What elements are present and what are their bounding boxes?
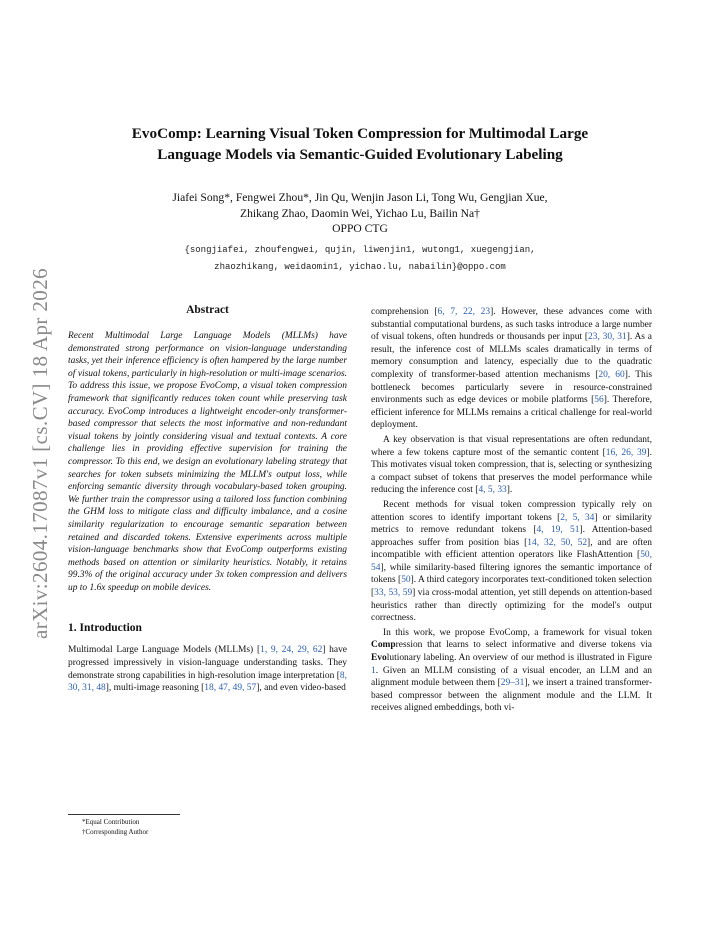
text-run: ], multi-image reasoning [: [105, 683, 205, 694]
text-run: ]. This motivates visual token compression, that is, selecting or synthesizing a compact subset of tokens that preserves the model performance while reducing the inference cost [: [371, 447, 653, 496]
text-run: . Given an MLLM consisting of a visual encoder, an LLM and an alignment module between them [: [371, 665, 652, 689]
author-line-2: Zhikang Zhao, Daomin Wei, Yichao Lu, Bailin Na†: [240, 206, 480, 220]
author-block: [60, 190, 660, 237]
citation-link[interactable]: 33, 53, 59: [374, 588, 413, 599]
text-run: ]. However, these advances come with substantial computational burdens, as such tasks introduce a large number of visual tokens, often hundreds or thousands per input [: [371, 307, 653, 343]
text-run: Multimodal Large Language Models (MLLMs) [: [68, 645, 261, 656]
left-column: [68, 304, 347, 695]
intro-paragraph-2: [371, 306, 652, 432]
bold-run: Comp: [371, 640, 396, 651]
text-run: ] via cross-modal attention, yet still depends on attention-based heuristics rather than directly optimizing for the model's output correctness.: [371, 588, 652, 624]
citation-link[interactable]: 1, 9, 24, 29, 62: [260, 645, 323, 656]
introduction-heading: 1. Introduction: [68, 622, 142, 635]
affiliation: OPPO CTG: [332, 222, 388, 235]
citation-link[interactable]: 18, 47, 49, 57: [204, 683, 257, 694]
text-run: ]. This bottleneck becomes particularly severe in resource-constrained environments such as edge devices or mobile platforms [: [371, 369, 652, 406]
arxiv-sidebar-stamp: [27, 238, 52, 668]
text-run: A key observation is that visual representations are often redundant, where a few tokens capture most of the semantic content [: [371, 434, 652, 458]
title-line-2: Language Models via Semantic-Guided Evolutionary Labeling: [157, 146, 563, 163]
citation-link[interactable]: 2, 5, 34: [560, 512, 595, 523]
text-run: ], we insert a trained transformer-based compressor between the alignment module and the LLM. It receives aligned embeddings, both vi-: [371, 678, 652, 714]
text-run: ], and are often incompatible with efficient attention operators like FlashAttention [: [371, 537, 653, 561]
abstract-heading: Abstract: [186, 304, 229, 316]
citation-link[interactable]: 23, 30, 31: [588, 332, 627, 343]
citation-link[interactable]: 14, 32, 50, 52: [527, 537, 588, 548]
text-run: ] or similarity metrics to remove redundant tokens [: [371, 512, 653, 536]
footnote-corresponding-author: †Corresponding Author: [82, 827, 149, 836]
intro-paragraph-5: [371, 627, 652, 715]
email-line-1: {songjiafei, zhoufengwei, qujin, liwenjin1, wutong1, xuegengjian,: [184, 245, 536, 255]
bold-run: Evo: [371, 653, 387, 664]
paper-title: [60, 123, 660, 165]
text-run: ]. As a result, the inference cost of MLLMs scales dramatically in terms of memory consumption and latency, especially due to the quadratic complexity of transformer-based attention mechanisms [: [371, 332, 652, 380]
arxiv-id: arXiv:2604.17087v1 [cs.CV] 18 Apr 2026: [27, 267, 52, 639]
text-run: Recent methods for visual token compression typically rely on attention scores to identify important tokens [: [371, 499, 652, 523]
citation-link[interactable]: 16, 26, 39: [605, 447, 647, 458]
text-run: In this work, we propose EvoComp, a framework for visual token: [383, 627, 652, 638]
author-line-1: Jiafei Song*, Fengwei Zhou*, Jin Qu, Wenjin Jason Li, Tong Wu, Gengjian Xue,: [172, 191, 548, 204]
text-run: comprehension [: [371, 307, 438, 317]
citation-link[interactable]: 20, 60: [598, 369, 625, 380]
footnotes: [68, 814, 347, 837]
citation-link[interactable]: 29–31: [500, 678, 525, 689]
text-run: ] have progressed impressively in vision-language understanding tasks. They demonstrate strong capabilities in high-resolution image interpretation [: [68, 645, 347, 681]
text-run: lutionary labeling. An overview of our method is illustrated in Figure: [386, 653, 652, 664]
intro-paragraph-1: [68, 644, 347, 694]
citation-link[interactable]: 8, 30, 31, 48: [68, 670, 347, 694]
footnote-rule: [68, 814, 180, 815]
text-run: ression that learns to select informative and diverse tokens via: [395, 640, 652, 651]
text-run: ]. Attention-based approaches suffer from position bias [: [371, 525, 653, 548]
text-run: ].: [506, 485, 513, 496]
text-run: ], while similarity-based filtering ignores the semantic importance of tokens [: [371, 562, 652, 586]
abstract-text: Recent Multimodal Large Language Models (MLLMs) have demonstrated strong performance on vision-language understanding tasks, yet their inference efficiency is often hampered by the large number of visual tokens, particularly in high-resolution or multi-image scenarios. To address this issue, we propose EvoComp, a visual token compression framework that significantly reduces token count while preserving task accuracy. EvoComp introduces a lightweight encoder-only transformer-based compressor that selects the most informative and non-redundant visual tokens by jointly considering visual and textual contexts. A core challenge lies in providing effective supervision for training the compressor. To this end, we design an evolutionary labeling strategy that searches for token subsets minimizing the MLLM's output loss, while enforcing semantic diversity through vocabulary-based token grouping. We further train the compressor using a tailored loss function combining the GHM loss to mitigate class and difficulty imbalance, and a cosine similarity regularization to encourage semantic separation between retained and discarded tokens. Extensive experiments across multiple vision-language benchmarks show that EvoComp outperforms existing methods based on attention or similarity heuristics. Notably, it retains 99.3% of the original accuracy under 3x token compression and delivers up to 1.6x speedup on mobile devices.: [68, 331, 347, 593]
right-column: [371, 306, 652, 715]
figure-link[interactable]: 1: [371, 665, 376, 676]
citation-link[interactable]: 56: [594, 395, 604, 406]
citation-link[interactable]: 6, 7, 22, 23: [437, 307, 491, 317]
email-block: [60, 242, 660, 276]
text-run: ], and even video-based: [256, 683, 346, 694]
citation-link[interactable]: 4, 19, 51: [536, 525, 580, 536]
title-line-1: EvoComp: Learning Visual Token Compression for Multimodal Large: [131, 125, 589, 142]
citation-link[interactable]: 50, 54: [371, 550, 652, 573]
footnote-equal-contribution: *Equal Contribution: [82, 818, 140, 826]
intro-paragraph-4: [371, 499, 652, 625]
text-run: ]. Therefore, efficient inference for MLLMs remains a critical challenge for real-world deployment.: [371, 395, 653, 431]
citation-link[interactable]: 50: [401, 575, 411, 586]
email-line-2: zhaozhikang, weidaomin1, yichao.lu, nabailin}@oppo.com: [214, 262, 506, 272]
intro-paragraph-3: [371, 434, 652, 497]
text-run: ]. A third category incorporates text-conditioned token selection [: [371, 575, 652, 599]
citation-link[interactable]: 4, 5, 33: [478, 485, 507, 496]
